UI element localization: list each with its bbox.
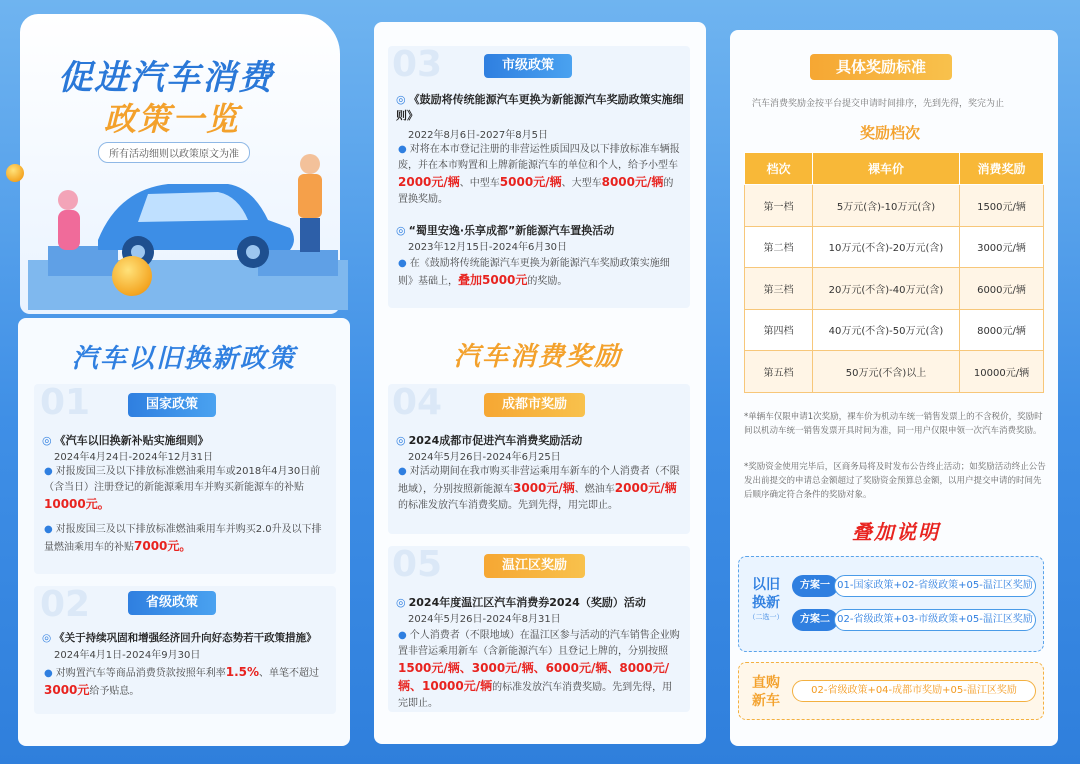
national-num: 01	[40, 382, 91, 423]
policy-note: 所有活动细则以政策原文为准	[98, 142, 250, 163]
national-desc1: ● 对报废国三及以下排放标准燃油乘用车或2018年4月30日前（含当日）注册登记的新能源乘用车并购买新能源车的补贴10000元。	[44, 466, 321, 511]
table-row: 第五档 50万元(不含)以上 10000元/辆	[745, 351, 1044, 393]
car-illustration	[28, 150, 348, 310]
wenjiang-desc: ● 个人消费者（不限地域）在温江区参与活动的汽车销售企业购置非营运乘用新车（含新能源汽车）且登记上牌的，分别按照1500元/辆、3000元/辆、6000元/辆、8000元/辆、10000元/辆的标准发放汽车消费奖励。先到先得，用完即止。	[398, 630, 680, 709]
consumption-reward-title: 汽车消费奖励	[454, 342, 623, 372]
table-row: 第二档 10万元(不含)-20万元(含) 3000元/辆	[745, 226, 1044, 268]
provincial-num: 02	[40, 584, 91, 625]
city-desc2: ● 在《鼓励将传统能源汽车更换为新能源汽车奖励政策实施细则》基础上，叠加5000元的奖励。	[398, 258, 670, 287]
chengdu-tag: 成都市奖励	[484, 393, 585, 417]
city-policy-title2: ◎ “蜀里安逸·乐享成都”新能源汽车置换活动	[396, 224, 615, 237]
bullet-icon: ◎	[396, 596, 406, 609]
table-row: 第三档 20万元(不含)-40万元(含) 6000元/辆	[745, 268, 1044, 310]
wenjiang-title: ◎ 2024年度温江区汽车消费券2024（奖励）活动	[396, 596, 646, 609]
reward-intro: 汽车消费奖励金按平台提交申请时间排序，先到先得，奖完为止	[752, 99, 1005, 109]
national-tag: 国家政策	[128, 393, 216, 417]
chengdu-desc: ● 对活动期间在我市购买非营运乘用车新车的个人消费者（不限地域），分别按照新能源车3000元/辆、燃油车2000元/辆的标准发放汽车消费奖励。先到先得，用完即止。	[398, 466, 680, 511]
footnote-1: *单辆车仅限申请1次奖励，裸车价为机动车统一销售发票上的不含税价，奖励时间以机动车统一销售发票开具时间为准，同一用户仅限申领一次汽车消费奖励。	[744, 412, 1043, 436]
city-date2: 2023年12月15日-2024年6月30日	[408, 242, 568, 253]
chengdu-title: ◎ 2024成都市促进汽车消费奖励活动	[396, 434, 583, 447]
city-desc1: ● 对将在本市登记注册的非营运性质国四及以下排放标准车辆报废，并在本市购置和上牌新能源汽车的单位和个人，给予小型车2000元/辆、中型车5000元/辆、大型车8000元/辆的置换奖励。	[398, 144, 680, 205]
chengdu-num: 04	[392, 382, 443, 423]
col-header: 裸车价	[813, 153, 960, 185]
coin-icon	[6, 164, 24, 182]
direct-purchase-label: 直购 新车	[752, 675, 780, 709]
provincial-tag: 省级政策	[128, 591, 216, 615]
plan2-detail: 02-省级政策+03-市级政策+05-温江区奖励	[834, 609, 1036, 631]
national-policy-title: ◎ 《汽车以旧换新补贴实施细则》	[42, 434, 209, 447]
city-policy-title1: ◎ 《鼓励将传统能源汽车更换为新能源汽车奖励政策实施细则》	[396, 93, 684, 122]
col-header: 档次	[745, 153, 813, 185]
table-row: 第一档 5万元(含)-10万元(含) 1500元/辆	[745, 185, 1044, 227]
city-tag: 市级政策	[484, 54, 572, 78]
plan1-label: 方案一	[792, 575, 838, 597]
provincial-desc: ● 对购置汽车等商品消费贷款按照年利率1.5%、单笔不超过3000元给予贴息。	[44, 665, 320, 697]
wenjiang-num: 05	[392, 544, 443, 585]
city-date1: 2022年8月6日-2027年8月5日	[408, 130, 548, 141]
coin-icon	[112, 256, 152, 296]
page-title-line2: 政策一览	[104, 100, 241, 138]
reward-level-subtitle: 奖励档次	[860, 124, 921, 142]
national-date: 2024年4月24日-2024年12月31日	[54, 452, 214, 463]
bullet-icon: ◎	[396, 434, 406, 447]
page-title-line1: 促进汽车消费	[58, 58, 274, 98]
wenjiang-date: 2024年5月26日-2024年8月31日	[408, 614, 561, 625]
national-desc2: ● 对报废国三及以下排放标准燃油乘用车并购买2.0升及以下排量燃油乘用车的补贴7000元。	[44, 524, 322, 553]
bullet-icon: ◎	[396, 224, 406, 237]
plan2-label: 方案二	[792, 609, 838, 631]
reward-table	[744, 152, 1044, 393]
overlay-title: 叠加说明	[852, 520, 940, 544]
chengdu-date: 2024年5月26日-2024年6月25日	[408, 452, 561, 463]
provincial-policy-title: ◎ 《关于持续巩固和增强经济回升向好态势若干政策措施》	[42, 632, 317, 644]
trade-in-title: 汽车以旧换新政策	[72, 344, 297, 374]
wenjiang-tag: 温江区奖励	[484, 554, 585, 578]
provincial-date: 2024年4月1日-2024年9月30日	[54, 650, 201, 661]
table-row: 第四档 40万元(不含)-50万元(含) 8000元/辆	[745, 309, 1044, 351]
trade-in-label: 以旧 换新 （二选一）	[748, 577, 784, 621]
direct-purchase-detail: 02-省级政策+04-成都市奖励+05-温江区奖励	[792, 680, 1036, 702]
bullet-icon: ◎	[42, 434, 52, 447]
city-num: 03	[392, 44, 443, 85]
bullet-icon: ◎	[42, 632, 52, 644]
plan1-detail: 01-国家政策+02-省级政策+05-温江区奖励	[834, 575, 1036, 597]
reward-standard-tag: 具体奖励标准	[810, 54, 952, 80]
col-header: 消费奖励	[960, 153, 1044, 185]
footnote-2: *奖励资金使用完毕后，区商务局将及时发布公告终止活动；如奖励活动终止公告发出前提交的申请总金额超过了奖励资金预算总金额，以用户提交申请的时间先后顺序确定符合条件的奖励对象。	[744, 462, 1046, 500]
bullet-icon: ◎	[396, 93, 406, 106]
